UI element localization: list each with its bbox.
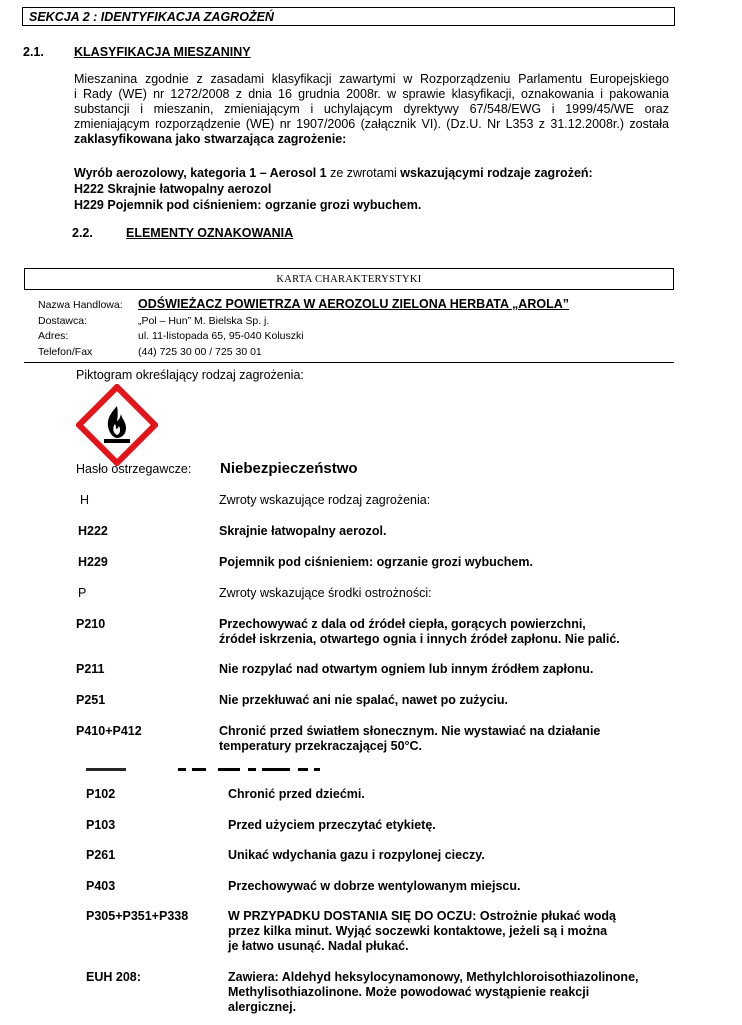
section-2-2-number: 2.2. bbox=[72, 226, 93, 240]
hazard-h229: H229 Pojemnik pod ciśnieniem: ogrzanie grozi wybuchem. bbox=[74, 198, 422, 212]
h-text: Skrajnie łatwopalny aerozol. bbox=[219, 524, 387, 538]
classification-paragraph bbox=[74, 72, 669, 147]
h-code-header: H bbox=[80, 493, 90, 507]
section-2-1-heading: KLASYFIKACJA MIESZANINY bbox=[74, 45, 251, 59]
p-text-line: Przechowywać z dala od źródeł ciepła, gorących powierzchni, bbox=[219, 617, 586, 631]
p-code: P211 bbox=[76, 662, 105, 676]
classification-middle: ze zwrotami bbox=[326, 166, 401, 180]
phone-label: Telefon/Fax bbox=[38, 346, 93, 358]
paragraph-line: Mieszanina zgodnie z zasadami klasyfikacji zawartymi w Rozporządzeniu Parlamentu Europejskiego bbox=[74, 72, 669, 86]
phone-value: (44) 725 30 00 / 725 30 01 bbox=[138, 346, 262, 358]
p-text: Nie rozpylać nad otwartym ogniem lub innym źródłem zapłonu. bbox=[219, 662, 594, 676]
karta-header: KARTA CHARAKTERYSTYKI bbox=[24, 268, 674, 290]
supplier-label: Dostawca: bbox=[38, 315, 88, 327]
p-code: EUH 208: bbox=[86, 970, 141, 984]
paragraph-line: zaklasyfikowana jako stwarzająca zagrożenie: bbox=[74, 132, 347, 146]
signal-label: Hasło ostrzegawcze: bbox=[76, 462, 192, 476]
p-code: P102 bbox=[86, 787, 116, 801]
p-text-line: temperatury przekraczającej 50°C. bbox=[219, 739, 423, 753]
p-code: P251 bbox=[76, 693, 106, 707]
h-code: H222 bbox=[78, 524, 108, 538]
p-text bbox=[219, 724, 600, 754]
cropped-text-fragment bbox=[86, 768, 126, 771]
hazard-h222: H222 Skrajnie łatwopalny aerozol bbox=[74, 182, 272, 196]
p-desc-header: Zwroty wskazujące środki ostrożności: bbox=[219, 586, 432, 600]
p-text-line: je łatwo usunąć. Nadal płukać. bbox=[228, 939, 409, 953]
signal-word: Niebezpieczeństwo bbox=[220, 460, 358, 477]
h-code: H229 bbox=[78, 555, 108, 569]
pictogram-label: Piktogram określający rodzaj zagrożenia: bbox=[76, 368, 304, 382]
p-code: P103 bbox=[86, 818, 116, 832]
classification-category: Wyrób aerozolowy, kategoria 1 – Aerosol 1 bbox=[74, 166, 327, 180]
p-text: Unikać wdychania gazu i rozpylonej cieczy. bbox=[228, 848, 485, 862]
flame-ghs02-icon bbox=[76, 384, 158, 466]
address-value: ul. 11-listopada 65, 95-040 Koluszki bbox=[138, 330, 304, 342]
p-code: P403 bbox=[86, 879, 116, 893]
p-code: P210 bbox=[76, 617, 106, 631]
section-2-2-heading: ELEMENTY OZNAKOWANIA bbox=[126, 226, 294, 240]
p-text-line: W PRZYPADKU DOSTANIA SIĘ DO OCZU: Ostrożnie płukać wodą bbox=[228, 909, 616, 923]
p-text: Chronić przed dziećmi. bbox=[228, 787, 365, 801]
section-title: SEKCJA 2 : IDENTYFIKACJA ZAGROŻEŃ bbox=[22, 7, 675, 26]
p-code: P410+P412 bbox=[76, 724, 142, 738]
cropped-text-fragment bbox=[178, 768, 326, 771]
info-divider bbox=[24, 362, 674, 363]
trade-name-value: ODŚWIEŻACZ POWIETRZA W AEROZOLU ZIELONA HERBATA „AROLA” bbox=[138, 297, 569, 311]
p-text bbox=[219, 617, 620, 647]
p-text: Przechowywać w dobrze wentylowanym miejscu. bbox=[228, 879, 521, 893]
p-text-line: źródeł iskrzenia, otwartego ognia i innych źródeł zapłonu. Nie palić. bbox=[219, 632, 620, 646]
paragraph-line: substancji i mieszanin, zmieniającym i uchylającym dyrektywy 67/548/EWG i 1999/45/WE oraz bbox=[74, 102, 669, 116]
p-text: Przed użyciem przeczytać etykietę. bbox=[228, 818, 436, 832]
p-text-line: Zawiera: Aldehyd heksylocynamonowy, Methylchloroisothiazolinone, bbox=[228, 970, 639, 984]
trade-name-label: Nazwa Handlowa: bbox=[38, 299, 123, 311]
p-text: Nie przekłuwać ani nie spalać, nawet po zużyciu. bbox=[219, 693, 508, 707]
address-label: Adres: bbox=[38, 330, 69, 342]
p-code: P261 bbox=[86, 848, 116, 862]
h-text: Pojemnik pod ciśnieniem: ogrzanie grozi wybuchem. bbox=[219, 555, 533, 569]
paragraph-line: zmieniającym rozporządzenie (WE) nr 1907/2006 (załącznik VI). (Dz.U. Nr L353 z 31.12.2008r.) została bbox=[74, 117, 669, 131]
section-2-1-number: 2.1. bbox=[23, 45, 44, 59]
p-text-line: alergicznej. bbox=[228, 1000, 297, 1014]
p-text-line: przez kilka minut. Wyjąć soczewki kontaktowe, jeżeli są i można bbox=[228, 924, 608, 938]
p-text bbox=[228, 909, 616, 954]
p-code: P305+P351+P338 bbox=[86, 909, 189, 923]
paragraph-line: i Rady (WE) nr 1272/2008 z dnia 16 grudnia 2008r. w sprawie klasyfikacji, oznakowania i pakowania bbox=[74, 87, 669, 101]
classification-suffix: wskazującymi rodzaje zagrożeń: bbox=[400, 166, 593, 180]
p-text-line: Methylisothiazolinone. Może powodować wystąpienie reakcji bbox=[228, 985, 590, 999]
supplier-value: „Pol – Hun” M. Bielska Sp. j. bbox=[138, 315, 270, 327]
p-text-line: Chronić przed światłem słonecznym. Nie wystawiać na działanie bbox=[219, 724, 601, 738]
p-text bbox=[228, 970, 639, 1015]
p-code-header: P bbox=[78, 586, 87, 600]
classification-line bbox=[74, 166, 593, 180]
h-desc-header: Zwroty wskazujące rodzaj zagrożenia: bbox=[219, 493, 431, 507]
